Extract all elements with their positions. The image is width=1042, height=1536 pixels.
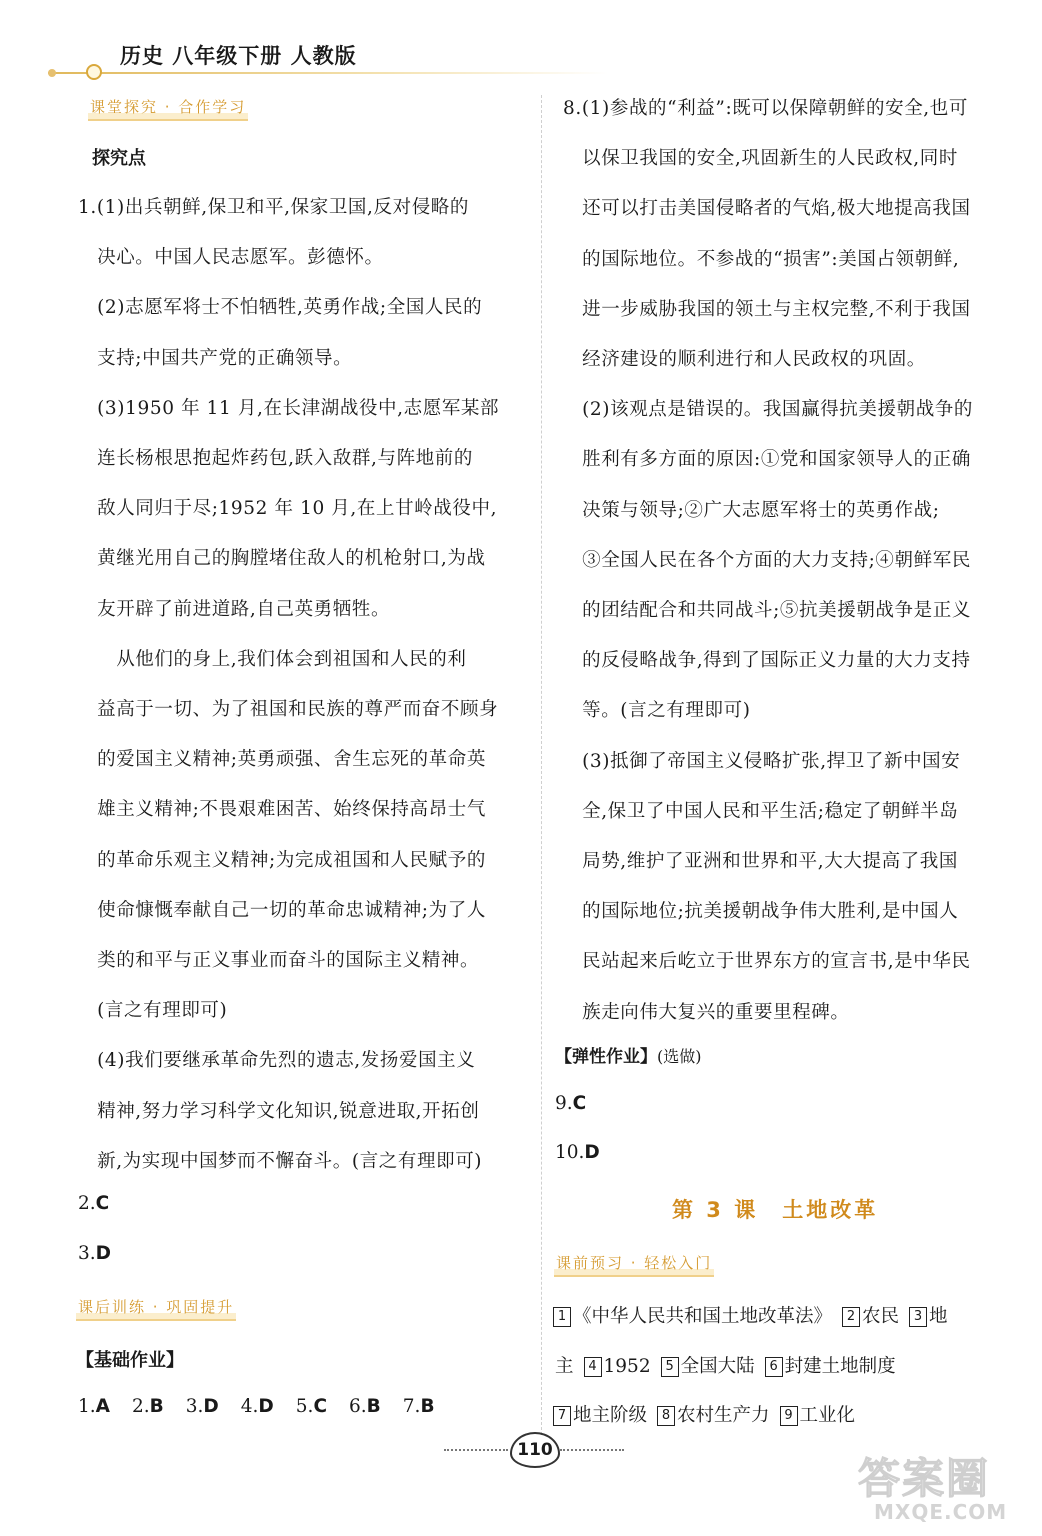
section-heading-preview: 课前预习 · 轻松入门 <box>554 1252 714 1277</box>
text-line: 雄主义精神;不畏艰难困苦、始终保持高昂士气 <box>78 799 486 821</box>
basic-answer-item: 7.B <box>402 1396 435 1417</box>
basic-answers-row <box>78 1396 457 1417</box>
text-line: 从他们的身上,我们体会到祖国和人民的利 <box>78 648 467 670</box>
text-line: 族走向伟大复兴的重要里程碑。 <box>563 1001 850 1023</box>
tanjiu-label: 探究点 <box>92 148 146 169</box>
basic-answer-item: 2.B <box>131 1396 164 1417</box>
text-line: 民站起来后屹立于世界东方的宣言书,是中华民 <box>563 951 971 973</box>
text-line: 类的和平与正义事业而奋斗的国际主义精神。 <box>78 950 480 972</box>
fill-blank-row <box>553 1401 865 1427</box>
text-line: 友开辟了前进道路,自己英勇牺牲。 <box>78 598 391 620</box>
fill-blank-item: 3 地 <box>909 1306 948 1327</box>
text-line: 的国际地位;抗美援朝战争伟大胜利,是中国人 <box>563 901 959 923</box>
text-line: (2)该观点是错误的。我国赢得抗美援朝战争的 <box>563 399 974 421</box>
book-header-title: 历史 八年级下册 人教版 <box>120 44 357 68</box>
section-heading-classroom: 课堂探究 · 合作学习 <box>88 96 248 121</box>
fill-blank-item: 主 <box>555 1356 574 1377</box>
question-8-answer <box>563 84 973 1038</box>
fill-blank-item: 1 《中华人民共和国土地改革法》 <box>553 1306 832 1327</box>
watermark-bottom-text: MXQE.COM <box>874 1500 1008 1524</box>
question-1-answer <box>78 183 499 1187</box>
fill-blank-item: 4 1952 <box>584 1356 651 1377</box>
basic-answer-item: 6.B <box>349 1396 381 1417</box>
text-line: 连长杨根思抱起炸药包,跃入敌群,与阵地前的 <box>78 448 473 470</box>
text-line: 精神,努力学习科学文化知识,锐意进取,开拓创 <box>78 1100 480 1122</box>
blank-number-box: 5 <box>661 1357 679 1377</box>
column-divider <box>541 95 542 1435</box>
text-line: 的爱国主义精神;英勇顽强、舍生忘死的革命英 <box>78 749 486 771</box>
text-line: 胜利有多方面的原因:①党和国家领导人的正确 <box>563 449 971 471</box>
basic-answer-item: 4.D <box>240 1396 274 1417</box>
text-line: (3)1950 年 11 月,在长津湖战役中,志愿军某部 <box>78 397 500 419</box>
section-heading-after-class: 课后训练 · 巩固提升 <box>76 1296 236 1321</box>
fill-blank-row <box>553 1302 958 1328</box>
lesson-title: 第 3 课 土地改革 <box>672 1198 879 1222</box>
fill-blank-item: 7 地主阶级 <box>553 1405 647 1426</box>
text-line: 敌人同归于尽;1952 年 10 月,在上甘岭战役中, <box>78 498 498 520</box>
text-line: 益高于一切、为了祖国和民族的尊严而奋不顾身 <box>78 699 499 721</box>
watermark-logo <box>858 1446 1028 1526</box>
fill-blank-item: 9 工业化 <box>780 1405 856 1426</box>
watermark-top-text: 答案圈 <box>858 1454 991 1503</box>
text-line: 决策与领导;②广大志愿军将士的英勇作战; <box>563 499 940 521</box>
page-number-area <box>444 1430 624 1470</box>
basic-answer-item: 5.C <box>295 1396 328 1417</box>
text-line: 决心。中国人民志愿军。彭德怀。 <box>78 247 384 269</box>
blank-number-box: 9 <box>780 1406 798 1426</box>
basic-homework-label: 【基础作业】 <box>76 1350 184 1371</box>
header-decorative-ring <box>86 64 102 80</box>
page-number: 110 <box>510 1432 560 1468</box>
text-line: 的革命乐观主义精神;为完成祖国和人民赋予的 <box>78 849 486 871</box>
text-line: ③全国人民在各个方面的大力支持;④朝鲜军民 <box>563 549 971 571</box>
text-line: 新,为实现中国梦而不懈奋斗。(言之有理即可) <box>78 1150 483 1172</box>
basic-answer-item: 3.D <box>185 1396 219 1417</box>
text-line: 的反侵略战争,得到了国际正义力量的大力支持 <box>563 650 971 672</box>
text-line: (言之有理即可) <box>78 1000 228 1022</box>
text-line: (2)志愿军将士不怕牺牲,英勇作战;全国人民的 <box>78 297 483 319</box>
text-line: 8.(1)参战的“利益”:既可以保障朝鲜的安全,也可 <box>563 98 968 119</box>
page-dots-right <box>560 1449 624 1451</box>
fill-blank-row <box>555 1352 906 1378</box>
text-line: 支持;中国共产党的正确领导。 <box>78 347 353 369</box>
fill-blank-item: 2 农民 <box>842 1306 899 1327</box>
blank-number-box: 6 <box>765 1357 783 1377</box>
question-9-answer: 9.C <box>555 1093 587 1114</box>
blank-number-box: 8 <box>657 1406 675 1426</box>
header-decorative-dot <box>48 69 56 77</box>
blank-number-box: 3 <box>909 1307 927 1327</box>
text-line: 的团结配合和共同战斗;⑤抗美援朝战争是正义 <box>563 600 971 622</box>
text-line: 等。(言之有理即可) <box>563 700 751 722</box>
text-line: 进一步威胁我国的领土与主权完整,不利于我国 <box>563 298 971 320</box>
header-decorative-line <box>48 72 608 74</box>
question-2-answer: 2.C <box>78 1193 110 1214</box>
text-line: 局势,维护了亚洲和世界和平,大大提高了我国 <box>563 851 958 873</box>
fill-blank-item: 5 全国大陆 <box>661 1356 755 1377</box>
text-line: 黄继光用自己的胸膛堵住敌人的机枪射口,为战 <box>78 548 486 570</box>
text-line: 经济建设的顺利进行和人民政权的巩固。 <box>563 349 926 371</box>
text-line: 以保卫我国的安全,巩固新生的人民政权,同时 <box>563 148 958 170</box>
blank-number-box: 2 <box>842 1307 860 1327</box>
elastic-homework-label: 【弹性作业】(选做) <box>555 1047 702 1067</box>
fill-blank-item: 8 农村生产力 <box>657 1405 770 1426</box>
question-3-answer: 3.D <box>78 1243 112 1264</box>
blank-number-box: 4 <box>584 1357 602 1377</box>
question-10-answer: 10.D <box>555 1142 600 1163</box>
text-line: 使命慷慨奉献自己一切的革命忠诚精神;为了人 <box>78 899 486 921</box>
text-line: (4)我们要继承革命先烈的遗志,发扬爱国主义 <box>78 1050 476 1072</box>
text-line: 的国际地位。不参战的“损害”:美国占领朝鲜, <box>563 248 960 270</box>
text-line: 1.(1)出兵朝鲜,保卫和平,保家卫国,反对侵略的 <box>78 197 469 218</box>
page-dots-left <box>444 1449 508 1451</box>
blank-number-box: 7 <box>553 1406 571 1426</box>
fill-blank-item: 6 封建土地制度 <box>765 1356 896 1377</box>
text-line: (3)抵御了帝国主义侵略扩张,捍卫了新中国安 <box>563 750 961 772</box>
blank-number-box: 1 <box>553 1307 571 1327</box>
text-line: 还可以打击美国侵略者的气焰,极大地提高我国 <box>563 198 971 220</box>
basic-answer-item: 1.A <box>78 1396 110 1417</box>
text-line: 全,保卫了中国人民和平生活;稳定了朝鲜半岛 <box>563 800 959 822</box>
